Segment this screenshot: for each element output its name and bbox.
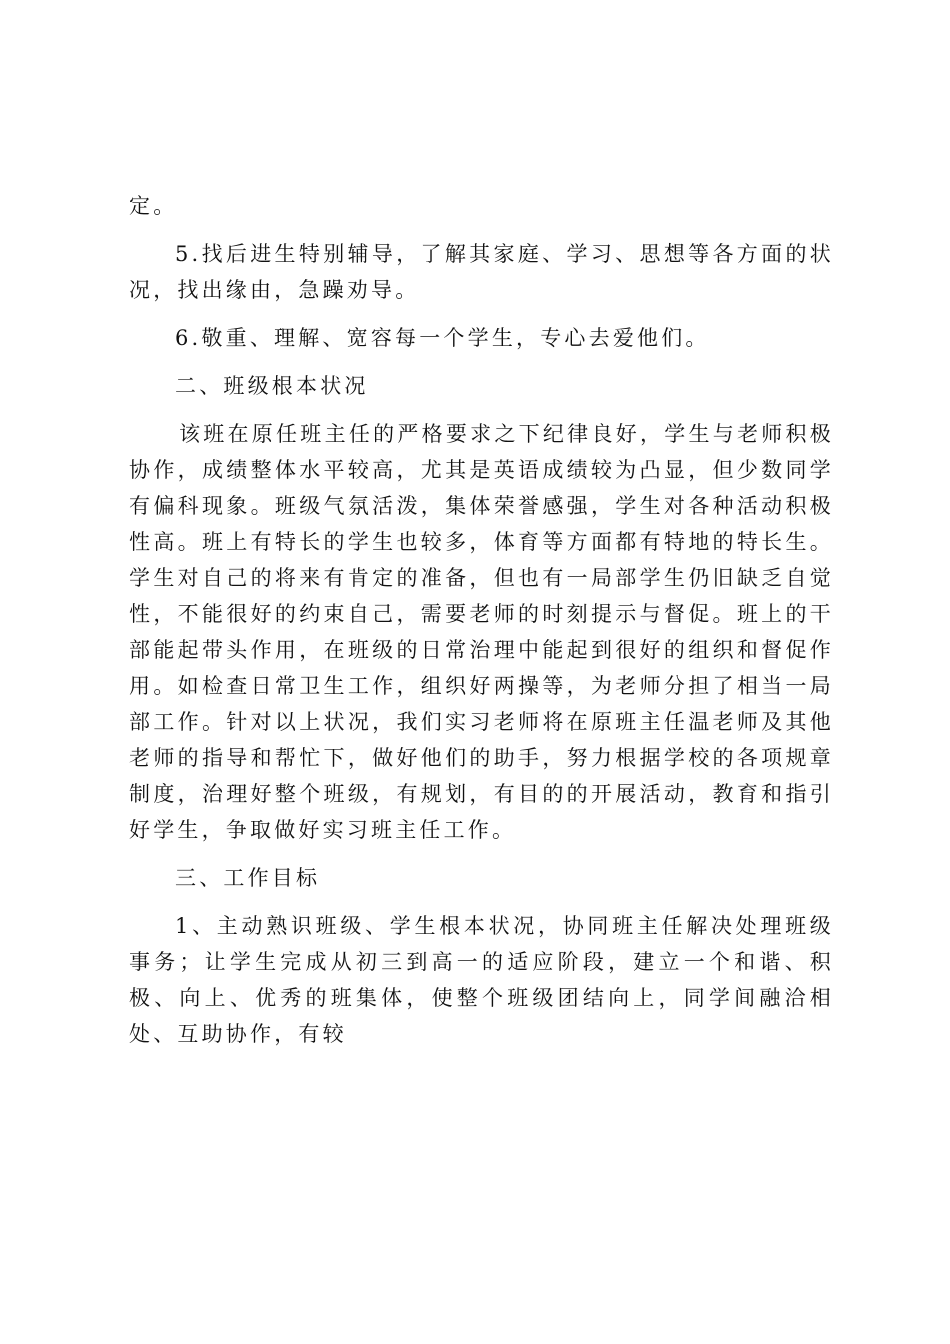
section-heading-3: 三、工作目标: [175, 866, 321, 890]
paragraph-item-5: 5.找后进生特别辅导，了解其家庭、学习、思想等各方面的状况，找出缘由，急躁劝导。: [129, 242, 834, 302]
document-body: [129, 188, 834, 1052]
paragraph-goal-1: 1、主动熟识班级、学生根本状况，协同班主任解决处理班级事务；让学生完成从初三到高一的适应阶段，建立一个和谐、积极、向上、优秀的班集体，使整个班级团结向上，同学间融洽相处、互助协作，有较: [129, 914, 834, 1046]
paragraph-continuation: 定。: [129, 194, 178, 218]
paragraph-item-6: 6.敬重、理解、宽容每一个学生，专心去爱他们。: [175, 326, 710, 350]
section-heading-2: 二、班级根本状况: [175, 374, 369, 398]
paragraph-class-situation: 该班在原任班主任的严格要求之下纪律良好，学生与老师积极协作，成绩整体水平较高，尤其是英语成绩较为凸显，但少数同学有偏科现象。班级气氛活泼，集体荣誉感强，学生对各种活动积极性高。班上有特长的学生也较多，体育等方面都有特地的特长生。学生对自己的将来有肯定的准备，但也有一局部学生仍旧缺乏自觉性，不能很好的约束自己，需要老师的时刻提示与督促。班上的干部能起带头作用，在班级的日常治理中能起到很好的组织和督促作用。如检查日常卫生工作，组织好两操等，为老师分担了相当一局部工作。针对以上状况，我们实习老师将在原班主任温老师及其他老师的指导和帮忙下，做好他们的助手，努力根据学校的各项规章制度，治理好整个班级，有规划，有目的的开展活动，教育和指引好学生，争取做好实习班主任工作。: [129, 422, 834, 842]
